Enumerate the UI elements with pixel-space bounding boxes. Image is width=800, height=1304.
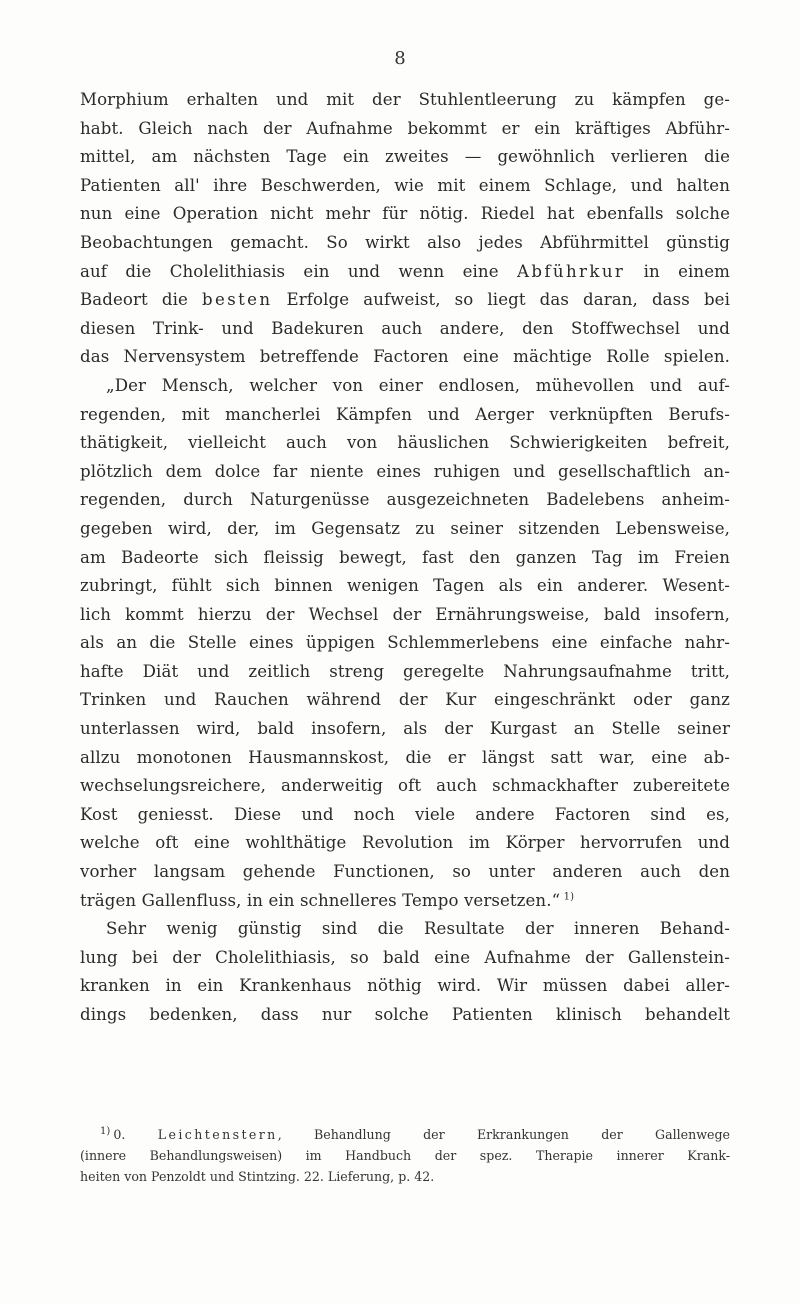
text-line-with-footnote xyxy=(80,887,730,916)
text-line: hafte Diät und zeitlich streng geregelte Nahrungsaufnahme tritt, xyxy=(80,661,730,681)
text-line: kranken in ein Krankenhaus nöthig wird. Wir müssen dabei aller- xyxy=(80,976,730,996)
text-line: vorher langsam gehende Functionen, so unter anderen auch den xyxy=(80,862,730,882)
text-line: lung bei der Cholelithiasis, so bald eine Aufnahme der Gallenstein- xyxy=(80,947,730,967)
body-text xyxy=(80,86,730,1030)
text-line: lich kommt hierzu der Wechsel der Ernährungsweise, bald insofern, xyxy=(80,604,730,624)
text-line: das Nervensystem betreffende Factoren eine mächtige Rolle spielen. xyxy=(80,347,730,367)
footnote-line-first xyxy=(80,1124,730,1145)
text-line: Sehr wenig günstig sind die Resultate der inneren Behand- xyxy=(106,919,730,939)
text-line: diesen Trink- und Badekuren auch andere, den Stoffwechsel und xyxy=(80,318,730,338)
text-line: unterlassen wird, bald insofern, als der Kurgast an Stelle seiner xyxy=(80,719,730,739)
spaced-emphasis: besten xyxy=(201,290,273,310)
footnote-reference: 1) xyxy=(563,891,575,903)
footnote-line: (innere Behandlungsweisen) im Handbuch der spez. Therapie innerer Krank- xyxy=(80,1148,730,1163)
text-line: regenden, durch Naturgenüsse ausgezeichneten Badelebens anheim- xyxy=(80,490,730,510)
text-line: allzu monotonen Hausmannskost, die er längst satt war, eine ab- xyxy=(80,747,730,767)
text-line: wechselungsreichere, anderweitig oft auch schmackhafter zubereitete xyxy=(80,776,730,796)
text-line: zubringt, fühlt sich binnen wenigen Tagen als ein anderer. Wesent- xyxy=(80,576,730,596)
footnote-marker: 1) xyxy=(100,1125,111,1137)
text-line: thätigkeit, vielleicht auch von häuslichen Schwierigkeiten befreit, xyxy=(80,433,730,453)
text-line: dings bedenken, dass nur solche Patienten klinisch behandelt xyxy=(80,1005,730,1024)
spaced-emphasis: Abführkur xyxy=(516,261,626,281)
text-line: mittel, am nächsten Tage ein zweites — gewöhnlich verlieren die xyxy=(80,147,730,167)
text-line-spaced: auf die Cholelithiasis ein und wenn eine Abführkur in einem xyxy=(80,261,730,281)
text-line: gegeben wird, der, im Gegensatz zu seiner sitzenden Lebensweise, xyxy=(80,518,730,538)
text-line: Beobachtungen gemacht. So wirkt also jedes Abführmittel günstig xyxy=(80,232,730,252)
text-line: welche oft eine wohlthätige Revolution im Körper hervorrufen und xyxy=(80,833,730,853)
text-line: Kost geniesst. Diese und noch viele andere Factoren sind es, xyxy=(80,804,730,824)
page-number: 8 xyxy=(394,48,406,69)
text-line-spaced: Badeort die besten Erfolge aufweist, so liegt das daran, dass bei xyxy=(80,290,730,310)
text-line-content: trägen Gallenfluss, in ein schnelleres Tempo versetzen.“ xyxy=(80,890,561,910)
footnotes xyxy=(80,1124,730,1187)
text-line: am Badeorte sich fleissig bewegt, fast den ganzen Tag im Freien xyxy=(80,547,730,567)
footnote-line: heiten von Penzoldt und Stintzing. 22. Lieferung, p. 42. xyxy=(80,1169,435,1184)
text-line: nun eine Operation nicht mehr für nötig. Riedel hat ebenfalls solche xyxy=(80,204,730,224)
text-line: plötzlich dem dolce far niente eines ruhigen und gesellschaftlich an- xyxy=(80,461,730,481)
text-line: regenden, mit mancherlei Kämpfen und Aerger verknüpften Berufs- xyxy=(80,404,730,424)
text-line: habt. Gleich nach der Aufnahme bekommt er ein kräftiges Abführ- xyxy=(80,118,730,138)
text-line: Trinken und Rauchen während der Kur eingeschränkt oder ganz xyxy=(80,690,730,710)
footnote-text: 0. Leichtenstern, Behandlung der Erkrankungen der Gallenwege xyxy=(113,1127,730,1142)
spaced-emphasis: Leichtenstern xyxy=(157,1127,278,1142)
text-line: „Der Mensch, welcher von einer endlosen, mühevollen und auf- xyxy=(106,375,730,395)
text-line: Morphium erhalten und mit der Stuhlentleerung zu kämpfen ge- xyxy=(80,90,730,109)
text-line: als an die Stelle eines üppigen Schlemmerlebens eine einfache nahr- xyxy=(80,633,730,653)
text-line: Patienten all' ihre Beschwerden, wie mit einem Schlage, und halten xyxy=(80,175,730,195)
